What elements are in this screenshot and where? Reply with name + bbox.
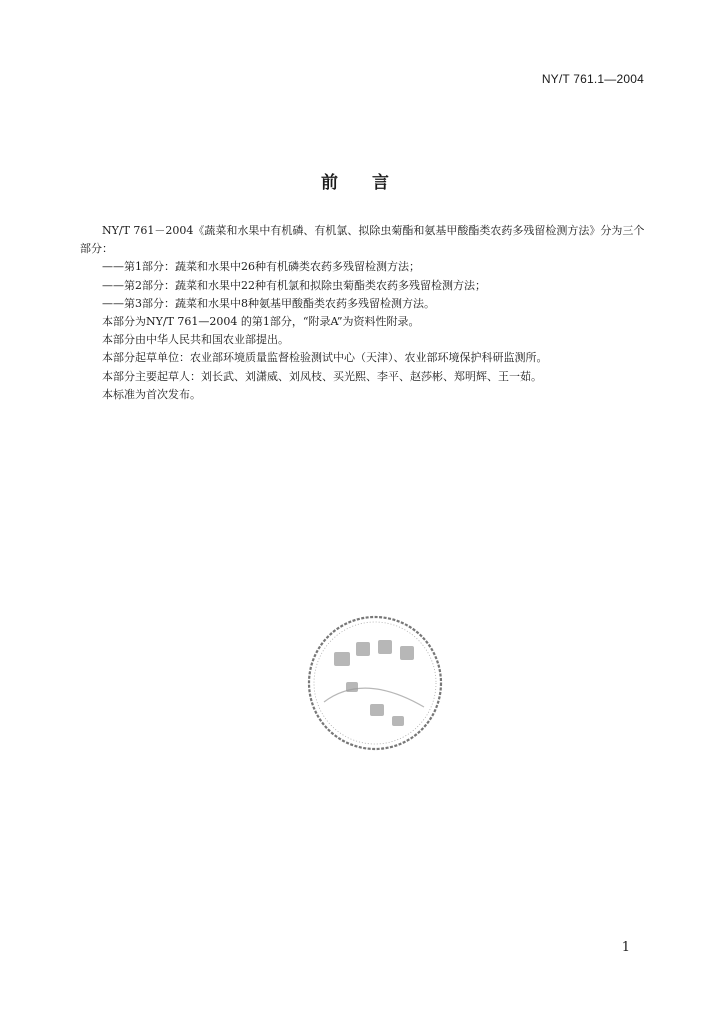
drafting-units: 本部分起草单位：农业部环境质量监督检验测试中心（天津）、农业部环境保护科研监测所。: [102, 351, 548, 365]
foreword-body: [80, 222, 645, 404]
part-1-item: ——第1部分：蔬菜和水果中26种有机磷类农药多残留检测方法；: [102, 260, 420, 274]
appendix-note: 本部分为NY/T 761—2004 的第1部分，“附录A”为资料性附录。: [102, 315, 420, 329]
official-seal-icon: [304, 612, 446, 754]
drafters: 本部分主要起草人：刘长武、刘潇威、刘凤枝、买光熙、李平、赵莎彬、郑明辉、王一茹。: [102, 369, 542, 383]
proposer-note: 本部分由中华人民共和国农业部提出。: [102, 333, 289, 347]
page-number: 1: [621, 940, 630, 955]
intro-paragraph: NY/T 761－2004《蔬菜和水果中有机磷、有机氯、拟除虫菊酯和氨基甲酸酯类农药多残留检测方法》分为三个部分：: [80, 224, 645, 256]
part-3-item: ——第3部分：蔬菜和水果中8种氨基甲酸酯类农药多残留检测方法。: [102, 296, 435, 310]
part-2-item: ——第2部分：蔬菜和水果中22种有机氯和拟除虫菊酯类农药多残留检测方法；: [102, 278, 486, 292]
first-issue-note: 本标准为首次发布。: [102, 387, 201, 401]
standard-code: NY/T 761.1—2004: [541, 72, 644, 86]
page-title: 前言: [321, 173, 423, 193]
